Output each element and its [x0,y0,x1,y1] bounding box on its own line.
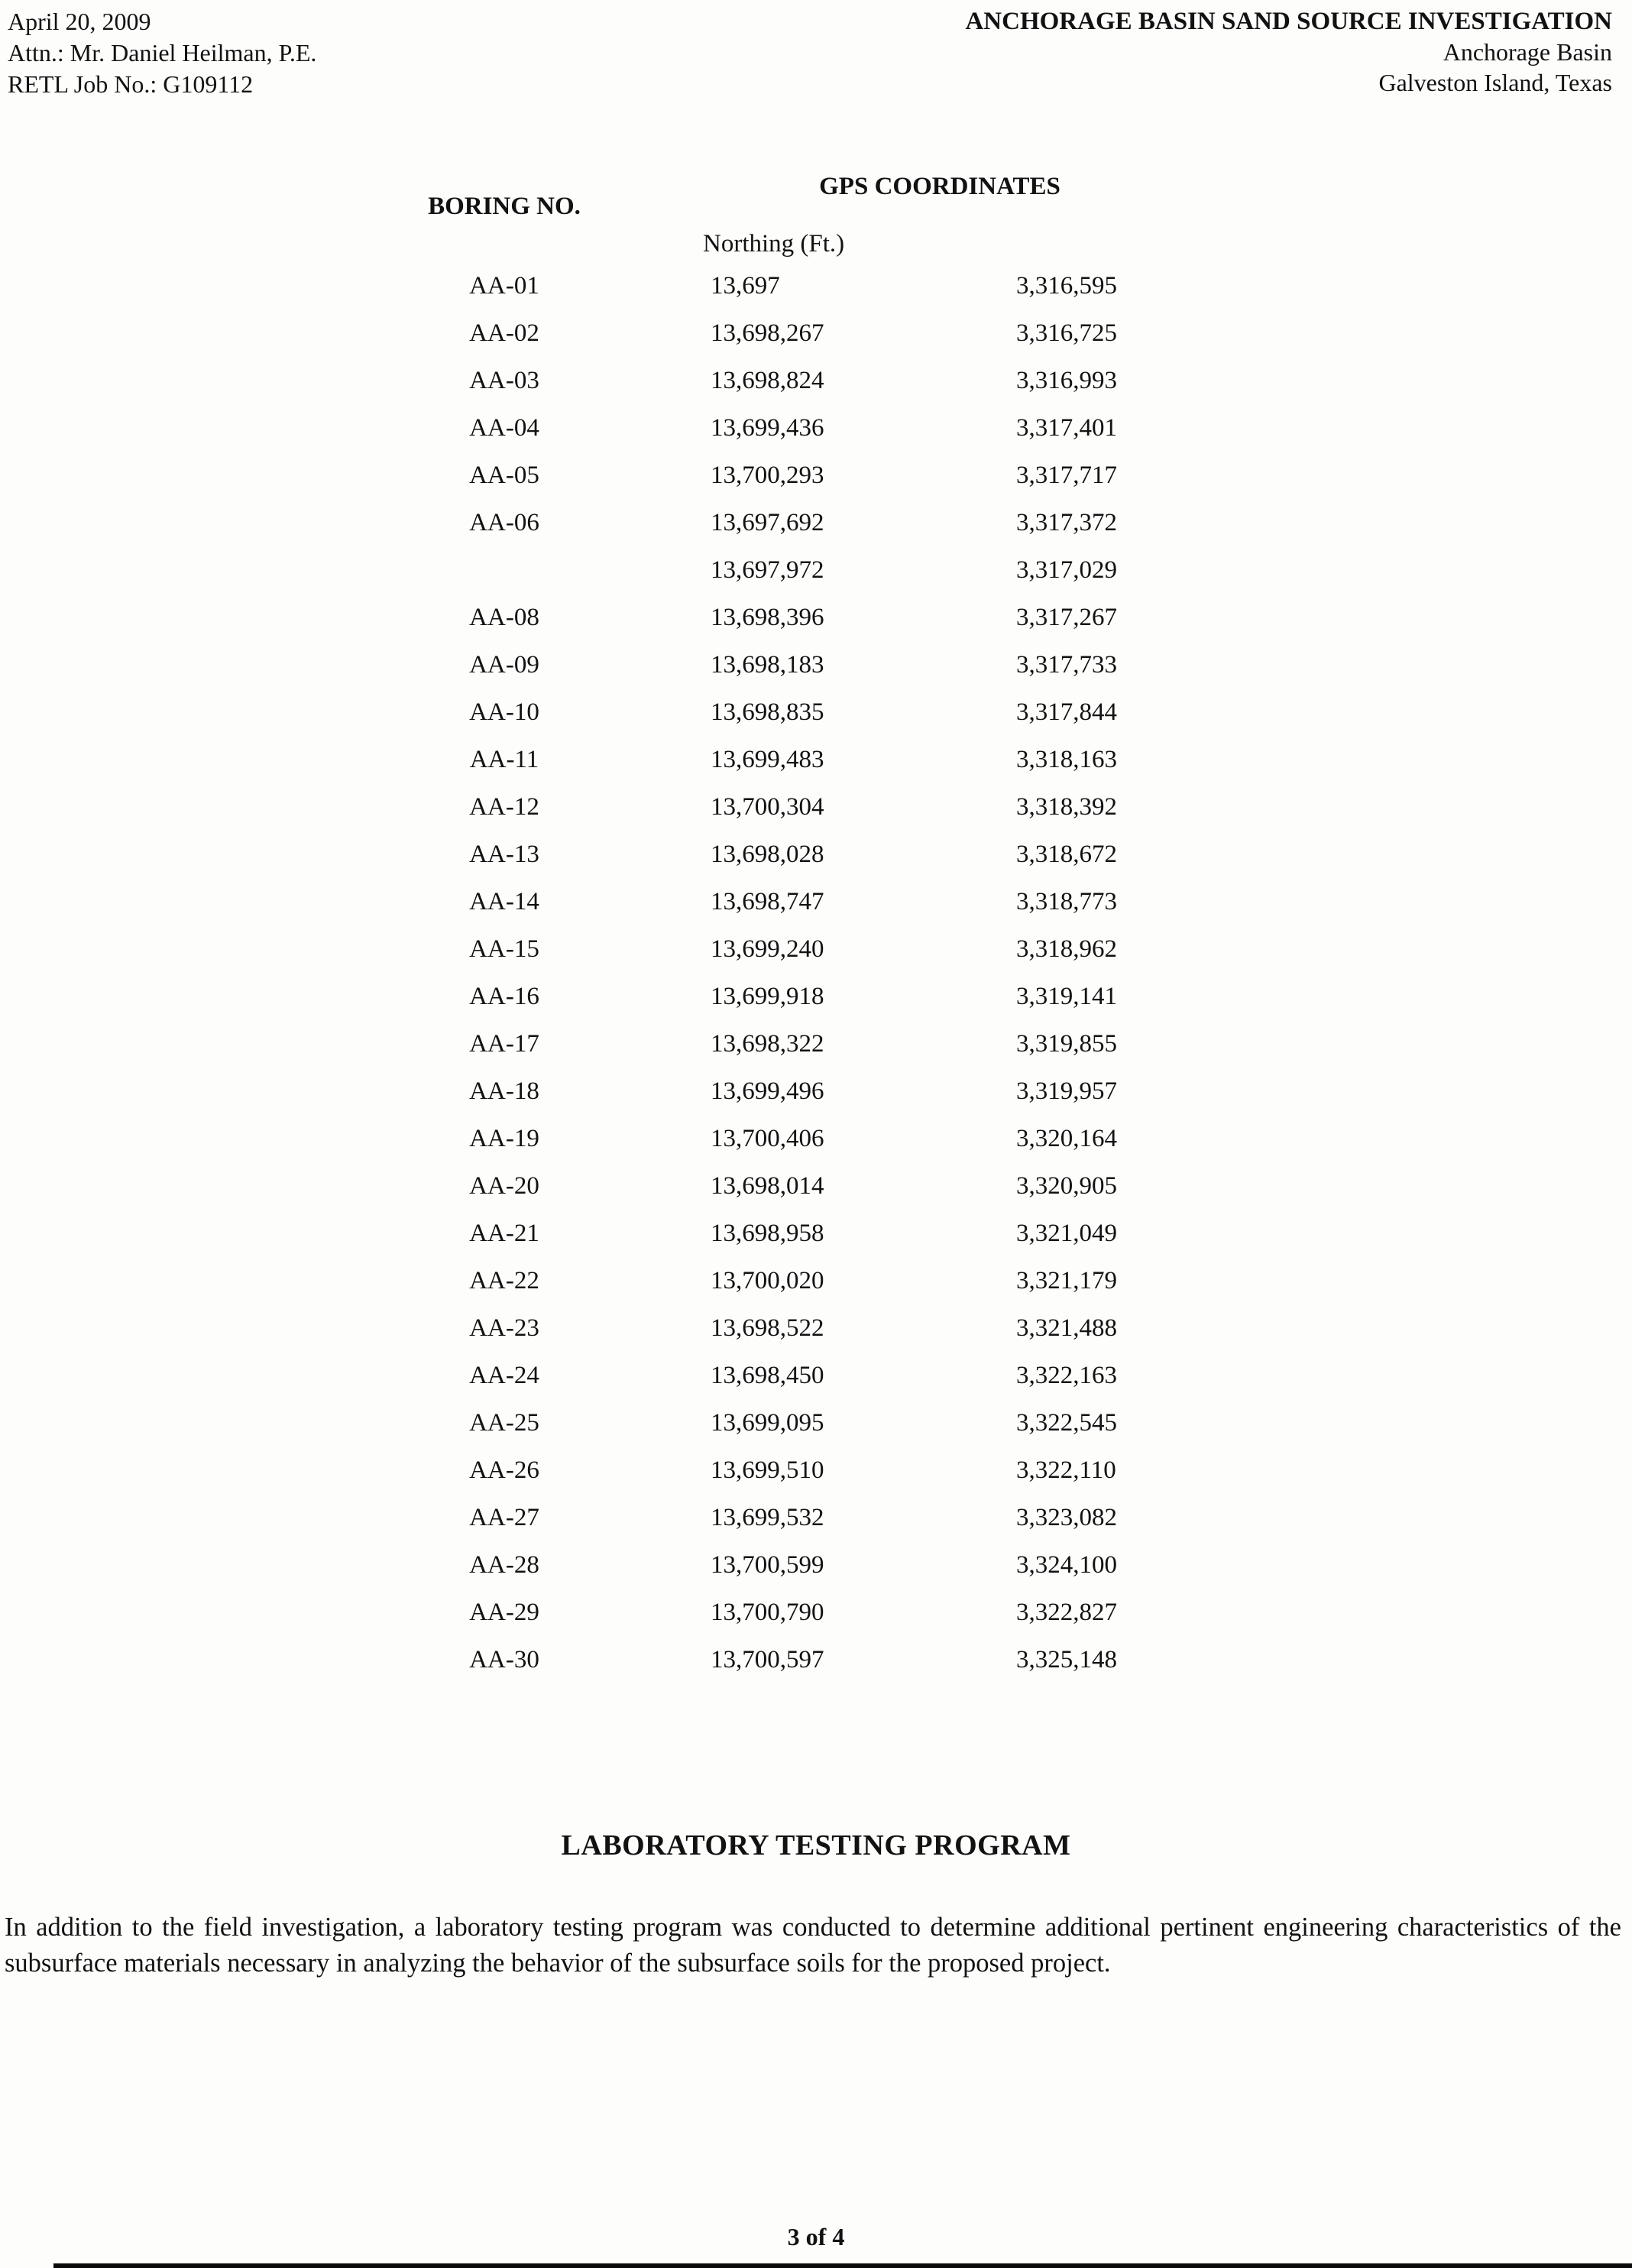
table-row [390,1304,1322,1352]
boring-no-cell: AA-10 [469,698,539,726]
northing-cell: 13,699,240 [711,935,824,963]
easting-cell: 3,325,148 [1016,1646,1117,1673]
boring-no-cell: AA-11 [469,746,539,773]
boring-no-cell: AA-20 [469,1172,539,1200]
boring-no-cell: AA-01 [469,272,539,300]
boring-no-cell: AA-13 [469,841,539,868]
northing-cell: 13,700,304 [711,793,824,821]
boring-no-cell: AA-08 [469,604,539,631]
easting-cell: 3,323,082 [1016,1504,1117,1531]
easting-cell: 3,321,179 [1016,1267,1117,1294]
table-row [390,1257,1322,1304]
table-row [390,546,1322,594]
table-row [390,309,1322,357]
boring-no-cell: AA-16 [469,983,539,1010]
table-row [390,1162,1322,1210]
boring-no-cell: AA-17 [469,1030,539,1058]
table-row [390,973,1322,1020]
table-row [390,499,1322,546]
section-heading: LABORATORY TESTING PROGRAM [561,1829,1071,1861]
boring-no-cell: AA-21 [469,1220,539,1247]
boring-no-cell: AA-24 [469,1362,539,1389]
boring-no-cell: AA-27 [469,1504,539,1531]
gps-coordinates-table [390,173,1322,1683]
northing-cell: 13,698,396 [711,604,824,631]
northing-cell: 13,697,972 [711,556,824,584]
table-header-row [390,173,1322,221]
boring-no-cell: AA-18 [469,1077,539,1105]
northing-cell: 13,700,406 [711,1125,824,1152]
boring-no-cell: AA-25 [469,1409,539,1437]
easting-cell: 3,318,163 [1016,746,1117,773]
table-row [390,925,1322,973]
document-title: ANCHORAGE BASIN SAND SOURCE INVESTIGATION [965,8,1612,35]
table-row [390,594,1322,641]
northing-subheader: Northing (Ft.) [703,230,845,258]
table-row [390,641,1322,688]
northing-cell: 13,699,095 [711,1409,824,1437]
northing-cell: 13,700,599 [711,1551,824,1579]
boring-no-cell: AA-19 [469,1125,539,1152]
table-row [390,878,1322,925]
boring-no-column-header: BORING NO. [428,193,581,220]
easting-cell: 3,322,110 [1016,1456,1116,1484]
northing-cell: 13,698,958 [711,1220,824,1247]
easting-cell: 3,321,049 [1016,1220,1117,1247]
easting-cell: 3,317,717 [1016,462,1117,489]
easting-cell: 3,324,100 [1016,1551,1117,1579]
table-row [390,404,1322,452]
northing-cell: 13,699,918 [711,983,824,1010]
easting-cell: 3,316,595 [1016,272,1117,300]
boring-no-cell: AA-15 [469,935,539,963]
table-row [390,1636,1322,1683]
boring-no-cell: AA-23 [469,1314,539,1342]
northing-cell: 13,698,322 [711,1030,824,1058]
northing-cell: 13,697 [711,272,780,300]
northing-cell: 13,698,028 [711,841,824,868]
table-row [390,1115,1322,1162]
northing-cell: 13,700,597 [711,1646,824,1673]
easting-cell: 3,318,962 [1016,935,1117,963]
header-left-block [8,6,316,100]
northing-cell: 13,700,020 [711,1267,824,1294]
northing-cell: 13,700,293 [711,462,824,489]
table-row [390,357,1322,404]
table-row [390,1399,1322,1447]
northing-cell: 13,699,436 [711,414,824,442]
boring-no-cell: AA-05 [469,462,539,489]
table-row [390,452,1322,499]
header-date: April 20, 2009 [8,8,151,35]
boring-no-cell: AA-14 [469,888,539,915]
header-attn: Attn.: Mr. Daniel Heilman, P.E. [8,39,317,66]
boring-no-cell: AA-04 [469,414,539,442]
table-row [390,1020,1322,1068]
northing-cell: 13,698,835 [711,698,824,726]
table-row [390,1068,1322,1115]
boring-no-cell: AA-30 [469,1646,539,1673]
easting-cell: 3,317,267 [1016,604,1117,631]
easting-cell: 3,317,844 [1016,698,1117,726]
boring-no-cell: AA-06 [469,509,539,536]
document-subtitle-location: Galveston Island, Texas [1378,69,1612,96]
easting-cell: 3,316,993 [1016,367,1117,394]
scan-artifact-line [53,2263,1632,2268]
easting-cell: 3,322,545 [1016,1409,1117,1437]
table-row [390,262,1322,309]
table-body [390,262,1322,1683]
document-subtitle-basin: Anchorage Basin [1443,38,1612,66]
easting-cell: 3,322,827 [1016,1599,1117,1626]
northing-cell: 13,700,790 [711,1599,824,1626]
northing-cell: 13,699,496 [711,1077,824,1105]
easting-cell: 3,321,488 [1016,1314,1117,1342]
easting-cell: 3,318,392 [1016,793,1117,821]
easting-cell: 3,319,855 [1016,1030,1117,1058]
boring-no-cell: AA-12 [469,793,539,821]
easting-cell: 3,318,773 [1016,888,1117,915]
easting-cell: 3,320,905 [1016,1172,1117,1200]
table-row [390,1589,1322,1636]
northing-cell: 13,699,483 [711,746,824,773]
boring-no-cell: AA-02 [469,319,539,347]
northing-cell: 13,698,824 [711,367,824,394]
northing-cell: 13,698,747 [711,888,824,915]
table-row [390,831,1322,878]
northing-cell: 13,698,267 [711,319,824,347]
boring-no-cell: AA-09 [469,651,539,679]
boring-no-cell: AA-29 [469,1599,539,1626]
northing-cell: 13,698,183 [711,651,824,679]
header-right-block [965,6,1612,98]
easting-cell: 3,322,163 [1016,1362,1117,1389]
easting-cell: 3,317,372 [1016,509,1117,536]
northing-cell: 13,699,510 [711,1456,824,1484]
easting-cell: 3,317,401 [1016,414,1117,442]
northing-cell: 13,699,532 [711,1504,824,1531]
table-row [390,736,1322,783]
easting-cell: 3,319,141 [1016,983,1117,1010]
page-header [0,0,1632,100]
table-row [390,1541,1322,1589]
boring-no-cell: AA-28 [469,1551,539,1579]
table-row [390,688,1322,736]
boring-no-cell: AA-22 [469,1267,539,1294]
easting-cell: 3,318,672 [1016,841,1117,868]
easting-cell: 3,316,725 [1016,319,1117,347]
header-job-number: RETL Job No.: G109112 [8,70,254,98]
section-paragraph: In addition to the field investigation, a laboratory testing program was conducted to determine additional pertinent engineering characteristics of the subsurface materials necessary in analyzing the behavior of the subsurface soils for the proposed project. [5,1913,1621,1978]
northing-cell: 13,698,014 [711,1172,824,1200]
table-row [390,783,1322,831]
table-row [390,1352,1322,1399]
page-number: 3 of 4 [787,2223,845,2250]
northing-cell: 13,698,450 [711,1362,824,1389]
boring-no-cell: AA-26 [469,1456,539,1484]
easting-cell: 3,319,957 [1016,1077,1117,1105]
table-row [390,1447,1322,1494]
easting-cell: 3,317,029 [1016,556,1117,584]
table-row [390,1494,1322,1541]
easting-cell: 3,320,164 [1016,1125,1117,1152]
easting-cell: 3,317,733 [1016,651,1117,679]
boring-no-cell [390,546,619,594]
table-row [390,1210,1322,1257]
gps-coordinates-column-header: GPS COORDINATES [819,173,1060,200]
boring-no-cell: AA-03 [469,367,539,394]
northing-cell: 13,698,522 [711,1314,824,1342]
northing-cell: 13,697,692 [711,509,824,536]
